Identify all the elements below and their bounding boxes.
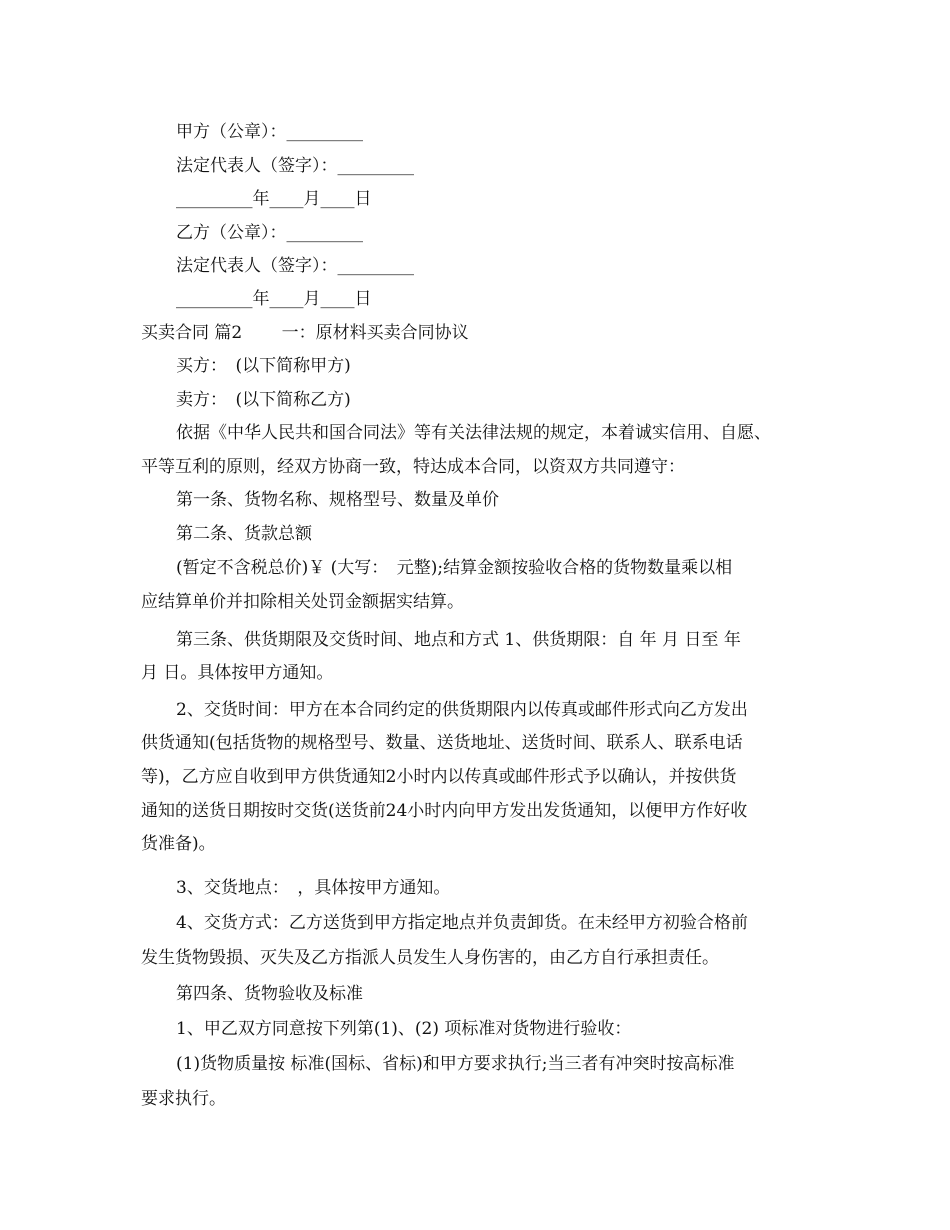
article-4-sub-1-line-1: (1)货物质量按 标准(国标、省标)和甲方要求执行;当三者有冲突时按高标准 [176,1054,735,1074]
article-2-line-2: 应结算单价并扣除相关处罚金额据实结算。 [141,592,464,612]
intro-line-2: 平等互利的原则，经双方协商一致，特达成本合同，以资双方共同遵守： [141,457,685,477]
party-a-date-line: _________年____月____日 [176,189,372,209]
party-b-seal-line: 乙方（公章）：_________ [176,223,363,243]
article-2-line-1: (暂定不含税总价)￥ (大写： 元整);结算金额按验收合格的货物数量乘以相 [176,558,733,578]
delivery-time-line-2: 供货通知(包括货物的规格型号、数量、送货地址、送货时间、联系人、联系电话 [141,733,743,753]
party-a-seal-line: 甲方（公章）：_________ [176,122,363,142]
party-b-representative-line: 法定代表人（签字）：_________ [176,256,414,276]
article-4-title: 第四条、货物验收及标准 [176,984,363,1004]
article-4-sub-1-line-2: 要求执行。 [141,1089,226,1109]
seller-line: 卖方： (以下简称乙方) [176,390,351,410]
delivery-place-line: 3、交货地点： ，具体按甲方通知。 [176,878,451,898]
delivery-time-line-5: 货准备)。 [141,834,216,854]
buyer-line: 买方： (以下简称甲方) [176,356,351,376]
intro-line-1: 依据《中华人民共和国合同法》等有关法律法规的规定，本着诚实信用、自愿、 [176,423,771,443]
delivery-method-line-1: 4、交货方式：乙方送货到甲方指定地点并负责卸货。在未经甲方初验合格前 [176,913,748,933]
article-2-title: 第二条、货款总额 [176,524,312,544]
delivery-time-line-1: 2、交货时间：甲方在本合同约定的供货期限内以传真或邮件形式向乙方发出 [176,700,748,720]
delivery-time-line-3: 等)，乙方应自收到甲方供货通知2小时内以传真或邮件形式予以确认，并按供货 [141,767,737,787]
section-title: 买卖合同 篇2 一：原材料买卖合同协议 [141,323,469,343]
article-1-title: 第一条、货物名称、规格型号、数量及单价 [176,490,499,510]
party-a-representative-line: 法定代表人（签字）：_________ [176,156,414,176]
article-3-line-1: 第三条、供货期限及交货时间、地点和方式 1、供货期限：自 年 月 日至 年 [176,630,741,650]
delivery-method-line-2: 发生货物毁损、灭失及乙方指派人员发生人身伤害的，由乙方自行承担责任。 [141,948,719,968]
article-3-line-2: 月 日。具体按甲方通知。 [141,663,334,683]
delivery-time-line-4: 通知的送货日期按时交货(送货前24小时内向甲方发出发货通知，以便甲方作好收 [141,801,748,821]
article-4-item-1: 1、甲乙双方同意按下列第(1)、(2) 项标准对货物进行验收： [176,1019,632,1039]
party-b-date-line: _________年____月____日 [176,289,372,309]
